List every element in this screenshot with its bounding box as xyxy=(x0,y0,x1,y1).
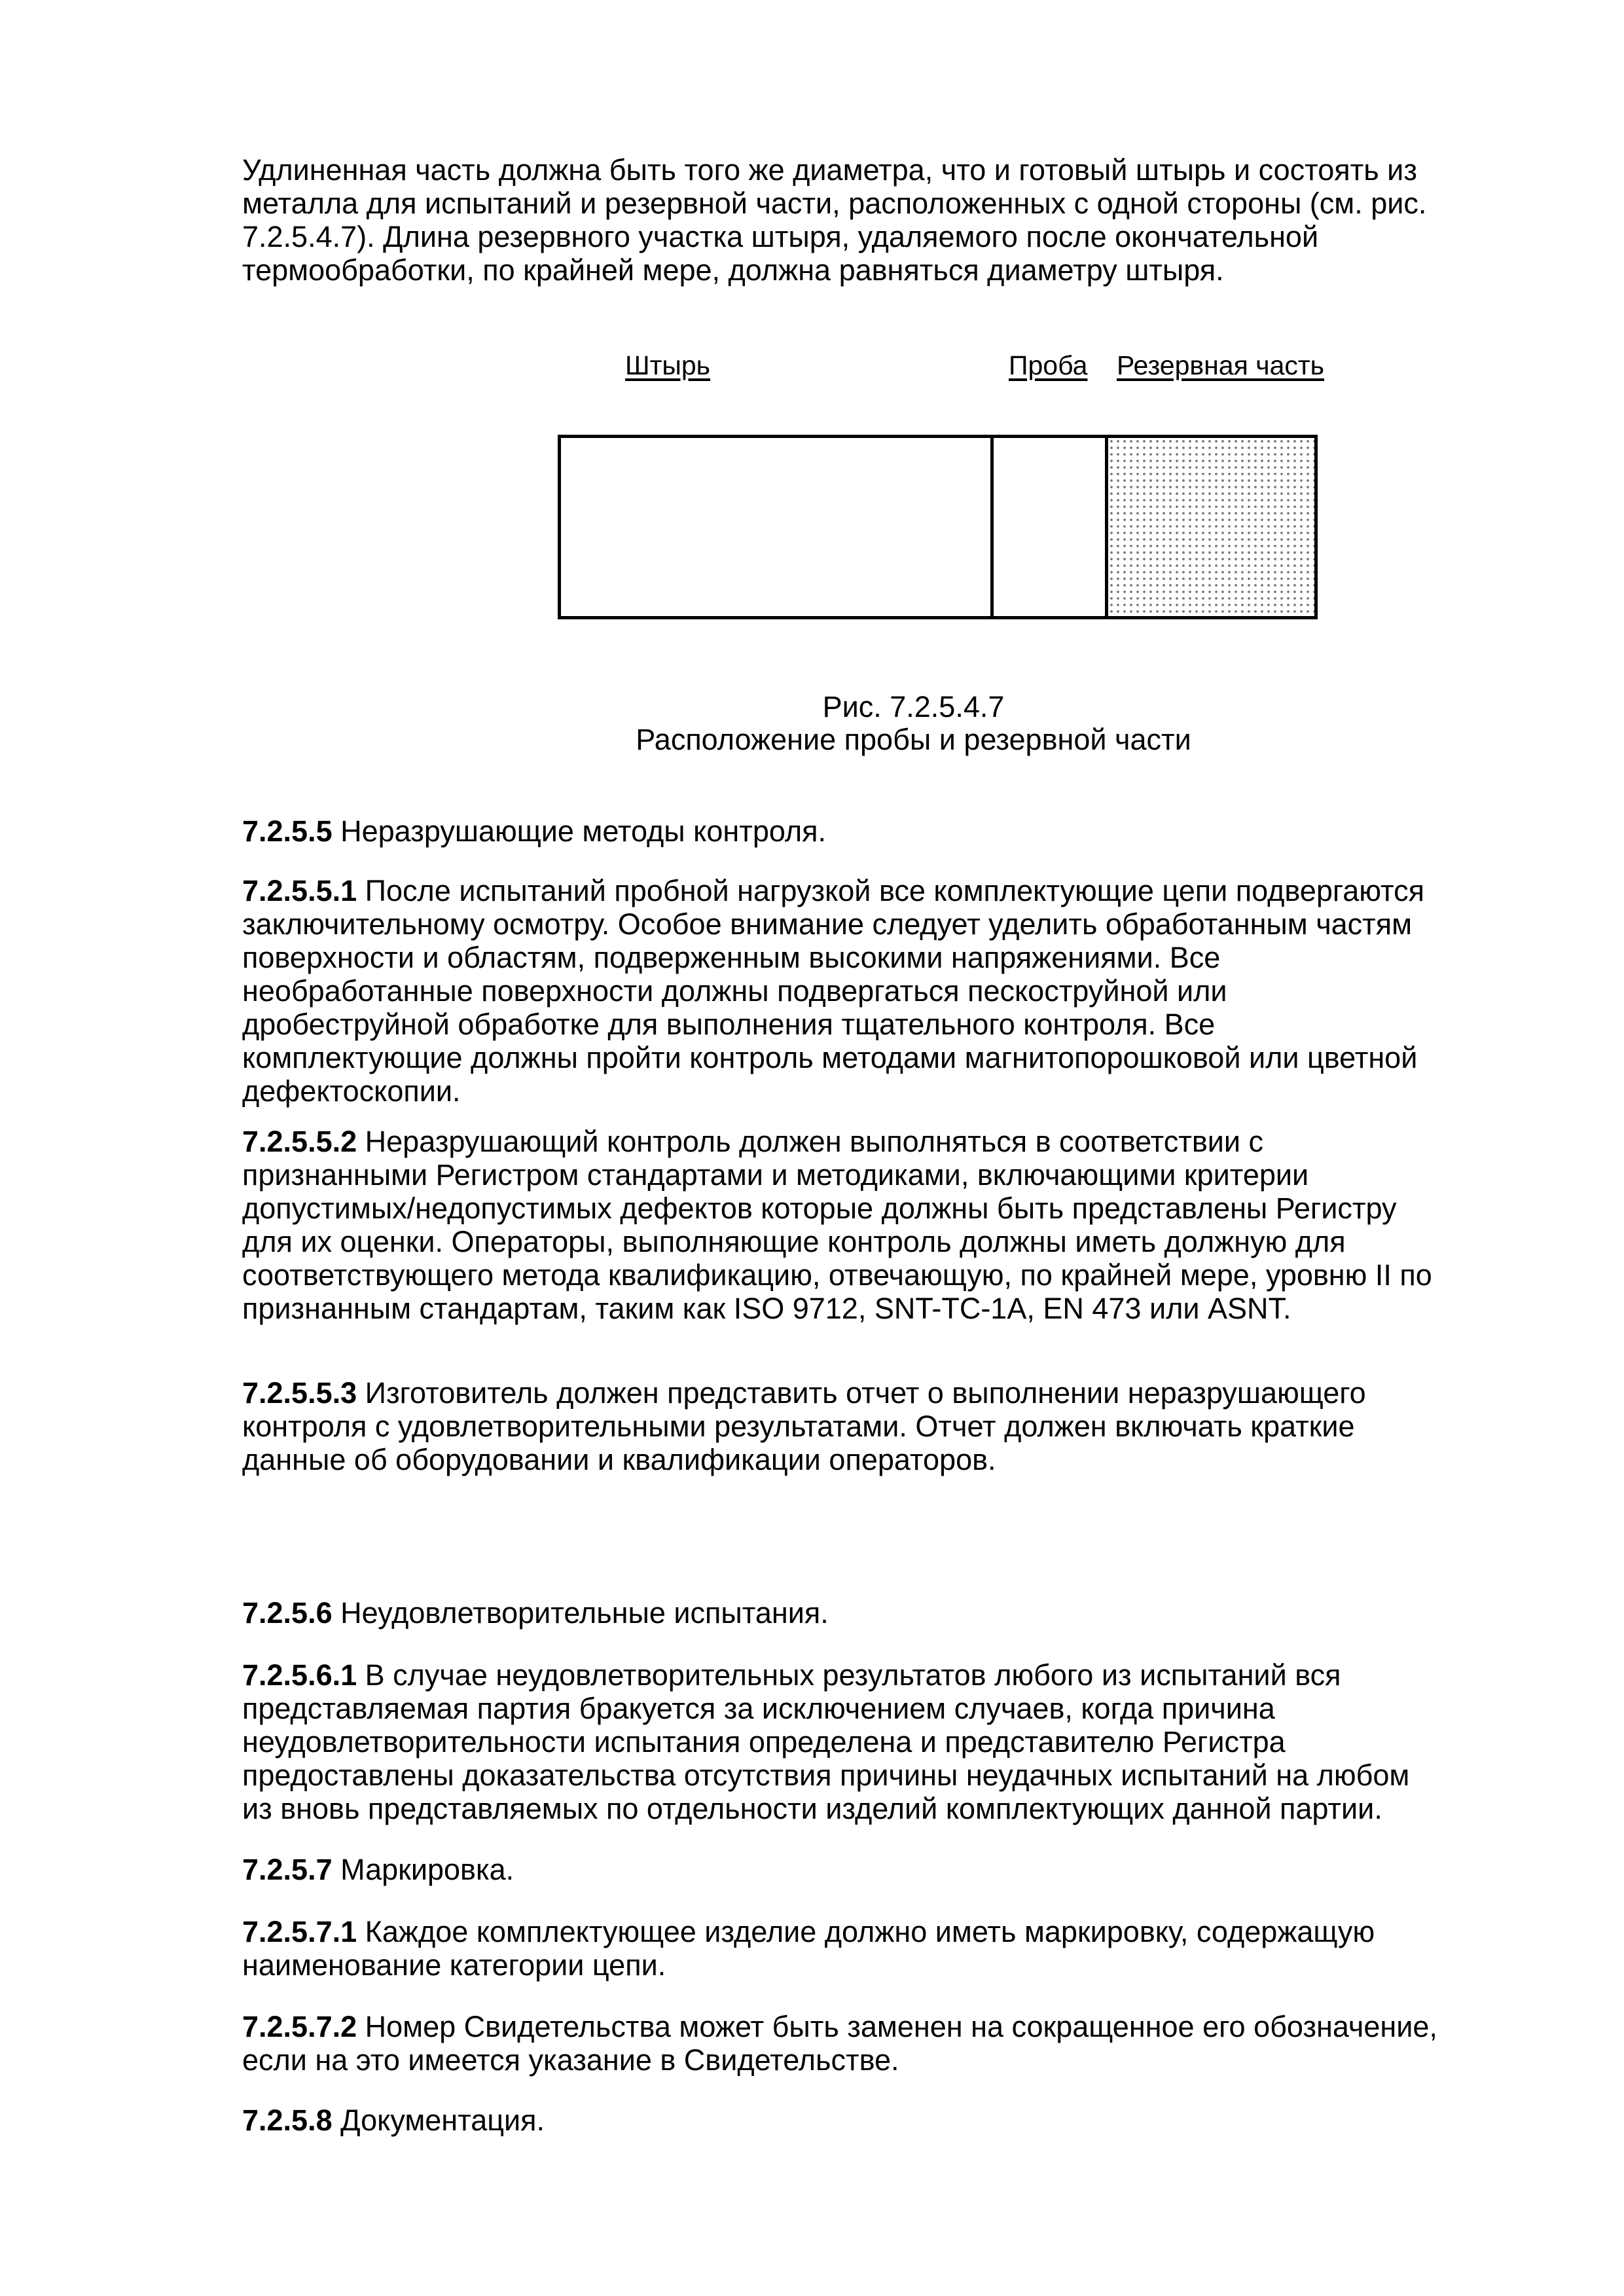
section-number: 7.2.5.6 xyxy=(242,1596,333,1630)
section-number: 7.2.5.7 xyxy=(242,1853,333,1886)
section-text: Неразрушающие методы контроля. xyxy=(332,814,827,848)
section-number: 7.2.5.5 xyxy=(242,814,333,848)
section-7-2-5-7-2 xyxy=(242,2010,1440,2077)
section-7-2-5-8 xyxy=(242,2104,1440,2137)
section-number: 7.2.5.5.2 xyxy=(242,1125,357,1158)
figure-caption-number: Рис. 7.2.5.4.7 xyxy=(822,690,1005,723)
section-number: 7.2.5.8 xyxy=(242,2104,333,2137)
section-text: Каждое комплектующее изделие должно иметь маркировку, содержащую наименование категории цепи. xyxy=(242,1915,1375,1982)
section-text: Маркировка. xyxy=(332,1853,514,1886)
figure-label-sample: Проба xyxy=(1009,350,1088,380)
section-number: 7.2.5.5.1 xyxy=(242,874,357,907)
section-text: Изготовитель должен представить отчет о выполнении неразрушающего контроля с удовлетворительными результатами. Отчет должен включать краткие данные об оборудовании и квалификации операторов. xyxy=(242,1376,1366,1476)
section-7-2-5-7 xyxy=(242,1853,1440,1886)
section-number: 7.2.5.7.2 xyxy=(242,2010,357,2043)
section-7-2-5-5-3 xyxy=(242,1376,1440,1476)
section-text: После испытаний пробной нагрузкой все комплектующие цепи подвергаются заключительному осмотру. Особое внимание следует уделить обработанным частям поверхности и областям, подверженным высокими напряжениями. Все необработанные поверхности должны подвергаться пескоструйной или дробеструйной обработке для выполнения тщательного контроля. Все комплектующие должны пройти контроль методами магнитопорошковой или цветной дефектоскопии. xyxy=(242,874,1425,1108)
section-text: В случае неудовлетворительных результатов любого из испытаний вся представляемая партия бракуется за исключением случаев, когда причина неудовлетворительности испытания определена и представителю Регистра предоставлены доказательства отсутствия причины неудачных испытаний на любом из вновь представляемых по отдельности изделий комплектующих данной партии. xyxy=(242,1658,1410,1825)
section-7-2-5-5-1 xyxy=(242,874,1440,1108)
section-number: 7.2.5.6.1 xyxy=(242,1658,357,1692)
section-text: Номер Свидетельства может быть заменен на сокращенное его обозначение, если на это имеется указание в Свидетельстве. xyxy=(242,2010,1437,2077)
figure-label-pin: Штырь xyxy=(625,350,710,380)
section-7-2-5-7-1 xyxy=(242,1915,1440,1982)
section-7-2-5-6-1 xyxy=(242,1658,1440,1825)
figure-caption-title: Расположение пробы и резервной части xyxy=(636,723,1191,756)
figure-pin-section xyxy=(558,435,994,619)
intro-paragraph: Удлиненная часть должна быть того же диаметра, что и готовый штырь и состоять из металла для испытаний и резервной части, расположенных с одной стороны (см. рис. 7.2.5.4.7). Длина резервного участка штыря, удаляемого после окончательной термообработки, по крайней мере, должна равняться диаметру штыря. xyxy=(242,153,1427,287)
section-number: 7.2.5.5.3 xyxy=(242,1376,357,1410)
section-text: Неразрушающий контроль должен выполняться в соответствии с признанными Регистром стандартами и методиками, включающими критерии допустимых/недопустимых дефектов которые должны быть представлены Регистру для их оценки. Операторы, выполняющие контроль должны иметь должную для соответствующего метода квалификацию, отвечающую, по крайней мере, уровню II по признанным стандартам, таким как ISO 9712, SNT-TC-1A, EN 473 или ASNT. xyxy=(242,1125,1432,1325)
section-text: Неудовлетворительные испытания. xyxy=(332,1596,829,1630)
section-7-2-5-5-2 xyxy=(242,1125,1440,1325)
section-number: 7.2.5.7.1 xyxy=(242,1915,357,1948)
figure-label-reserve: Резервная часть xyxy=(1117,350,1325,380)
section-text: Документация. xyxy=(332,2104,545,2137)
section-7-2-5-5 xyxy=(242,814,1440,848)
section-7-2-5-6 xyxy=(242,1596,1440,1630)
figure-reserve-section xyxy=(1105,435,1318,619)
figure-sample-section xyxy=(990,435,1108,619)
